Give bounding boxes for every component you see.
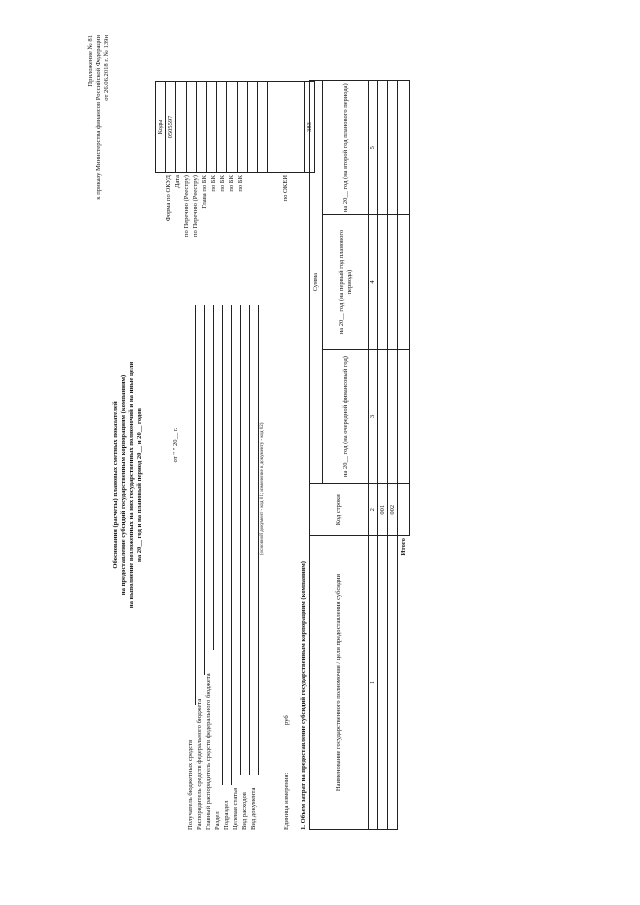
field-underline [195,305,196,705]
field-section: Раздел [214,811,221,830]
code-label: по БК [228,175,235,192]
col-number-year3: 5 [369,81,378,215]
field-underline [249,305,250,775]
table-cell [378,215,388,349]
col-header-sum: Сумма [310,81,323,484]
code-cell [257,82,267,173]
field-underline [204,305,205,675]
col-header-year2: на 20__ год (на первый год планового периода) [323,215,369,349]
table-cell [398,81,410,215]
col-number-year1: 3 [369,349,378,484]
field-document-type: Вид документа [250,787,257,830]
code-label: Дата [174,175,181,189]
code-cell [247,82,257,173]
code-label: Глава по БК [201,175,208,209]
table-cell [398,215,410,349]
col-header-year1: на 20__ год (на очередной финансовый год) [323,349,369,484]
field-subsection: Подраздел [223,800,230,830]
code-cell [206,82,216,173]
table-cell [378,81,388,215]
row-code: 001 [378,484,388,536]
okei-code: 383 [305,82,315,173]
section1-title: 1. Объем затрат на предоставление субсидий государственным корпорациям (компаниям) [300,561,307,830]
table-cell [398,484,410,536]
field-underline [231,305,232,785]
code-cell [237,82,247,173]
codes-table [155,81,315,173]
code-cell [227,82,237,173]
document-type-hint: (основной документ - код 01; изменение к документу - код 02) [260,422,265,555]
code-cell [268,82,305,173]
unit-value: руб [283,715,290,725]
col-number-name: 1 [369,536,378,830]
field-target-article: Целевая статья [232,787,239,830]
unit-label: Единица измерения: [283,772,290,830]
col-header-name: Наименование государственного полномочия / цели предоставления субсидии [310,536,369,830]
total-label: Итого [399,538,407,556]
table-cell [388,349,398,484]
field-underline [222,305,223,785]
code-label: Форма по ОКУД [165,175,172,222]
col-header-year3: на 20__ год (на второй год планового периода) [323,81,369,215]
code-cell [217,82,227,173]
code-label: по БК [219,175,226,192]
field-expense-type: Вид расходов [241,792,248,830]
field-recipient: Получатель бюджетных средств [187,739,194,830]
form-title-line1: Обоснования (расчеты) плановых сметных показателей [112,401,119,569]
code-label: по БК [210,175,217,192]
field-chief-distributor: Главный распорядитель средств федерального бюджета [205,673,212,830]
form-title-line4: на 20__ год и на плановый период 20__ и 20__ годов [136,408,143,562]
table-cell [378,536,388,830]
table-cell [388,81,398,215]
form-title-line3: на выполнение возложенных на них государственных полномочий и на иные цели [128,361,135,609]
code-cell [186,82,196,173]
table-cell [388,536,398,830]
col-number-code: 2 [369,484,378,536]
col-number-year2: 4 [369,215,378,349]
code-label: по Перечню (Реестру) [183,175,190,238]
form-date-line: от " " 20__ г. [172,427,179,463]
row-code: 002 [388,484,398,536]
table-cell [378,349,388,484]
form-title-line2: на предоставление субсидий государственным корпорациям (компаниям) [120,374,127,596]
costs-table [309,80,410,830]
code-cell [196,82,206,173]
field-distributor: Распорядитель средств федерального бюджета [196,698,203,830]
col-header-code: Код строки [310,484,369,536]
field-underline [213,305,214,650]
code-label: по ОКЕИ [282,175,289,202]
code-label: по Перечню (Реестру) [192,175,199,238]
appendix-number: Приложение № 81 [87,35,94,87]
table-cell [398,349,410,484]
field-underline [258,305,259,775]
code-label: по БК [237,175,244,192]
table-cell [388,215,398,349]
okud-code: 0505597 [166,82,176,173]
appendix-date: от 26.06.2018 г. № 139н [103,35,110,101]
code-cell [176,82,186,173]
appendix-reference: к приказу Министерства финансов Российской Федерации [95,35,102,200]
codes-header: Коды [156,82,166,173]
field-underline [240,305,241,775]
